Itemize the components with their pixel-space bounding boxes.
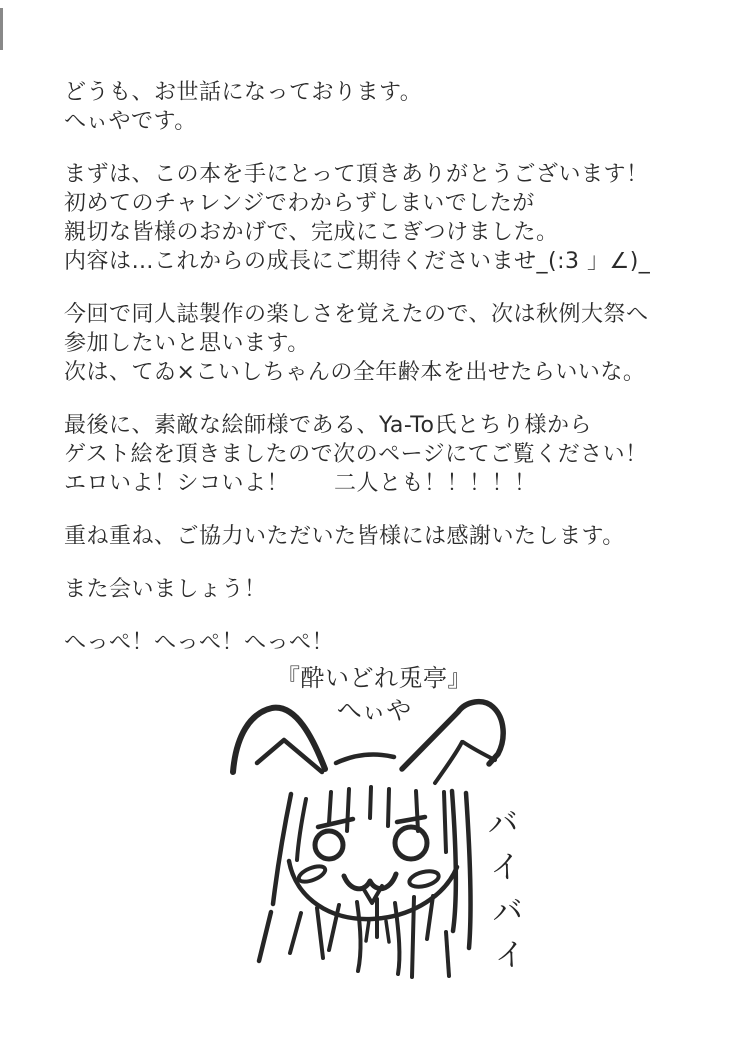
paragraph-gratitude bbox=[64, 522, 704, 551]
letter-line: 重ね重ね、ご協力いただいた皆様には感謝いたします。 bbox=[64, 524, 625, 549]
circle-name: 『酔いどれ兎亭』 bbox=[276, 664, 472, 692]
paragraph-guest-artists bbox=[64, 411, 704, 498]
letter-line: どうも、お世話になっております。 bbox=[64, 80, 423, 105]
letter-line: 初めてのチャレンジでわからずしまいでしたが bbox=[64, 191, 535, 216]
letter-line: ゲスト絵を頂きましたので次のページにてご覧ください！ bbox=[64, 442, 648, 467]
left-blush bbox=[297, 863, 327, 885]
letter-line: また会いましょう！ bbox=[64, 577, 267, 602]
right-blush bbox=[408, 869, 440, 890]
paragraph-cheer bbox=[64, 628, 704, 657]
paragraph-thanks bbox=[64, 160, 704, 276]
letter-line: 次は、てゐ×こいしちゃんの全年齢本を出せたらいいな。 bbox=[64, 360, 646, 385]
byebye-vertical-text: バイバイ bbox=[481, 805, 529, 983]
letter-line: エロいよ！シコいよ！ 二人とも！！！！！ bbox=[64, 471, 537, 496]
left-eye bbox=[315, 831, 343, 859]
letter-line: 最後に、素敵な絵師様である、Ya-To氏とちり様から bbox=[64, 413, 592, 438]
paragraph-farewell bbox=[64, 575, 704, 604]
letter-line: へっぺ！へっぺ！へっぺ！ bbox=[64, 630, 335, 655]
scan-edge-artifact bbox=[0, 8, 3, 50]
letter-line: 内容は…これからの成長にご期待くださいませ_(:3 」∠)_ bbox=[64, 249, 651, 274]
letter-line: 参加したいと思います。 bbox=[64, 331, 310, 356]
cat-mouth bbox=[344, 874, 396, 889]
letter-line: へぃやです。 bbox=[64, 109, 197, 134]
letter-line: まずは、この本を手にとって頂きありがとうございます！ bbox=[64, 162, 649, 187]
author-name: へぃや bbox=[336, 696, 412, 725]
letter-line: 今回で同人誌製作の楽しさを覚えたので、次は秋例大祭へ bbox=[64, 302, 649, 327]
right-eyebrow bbox=[397, 817, 425, 822]
letter-line: 親切な皆様のおかげで、完成にこぎつけました。 bbox=[64, 220, 559, 245]
paragraph-greeting bbox=[64, 78, 704, 136]
paragraph-next-plans bbox=[64, 300, 704, 387]
rabbit-ears bbox=[233, 702, 503, 783]
afterword-text bbox=[64, 78, 704, 681]
right-eye bbox=[395, 827, 427, 859]
